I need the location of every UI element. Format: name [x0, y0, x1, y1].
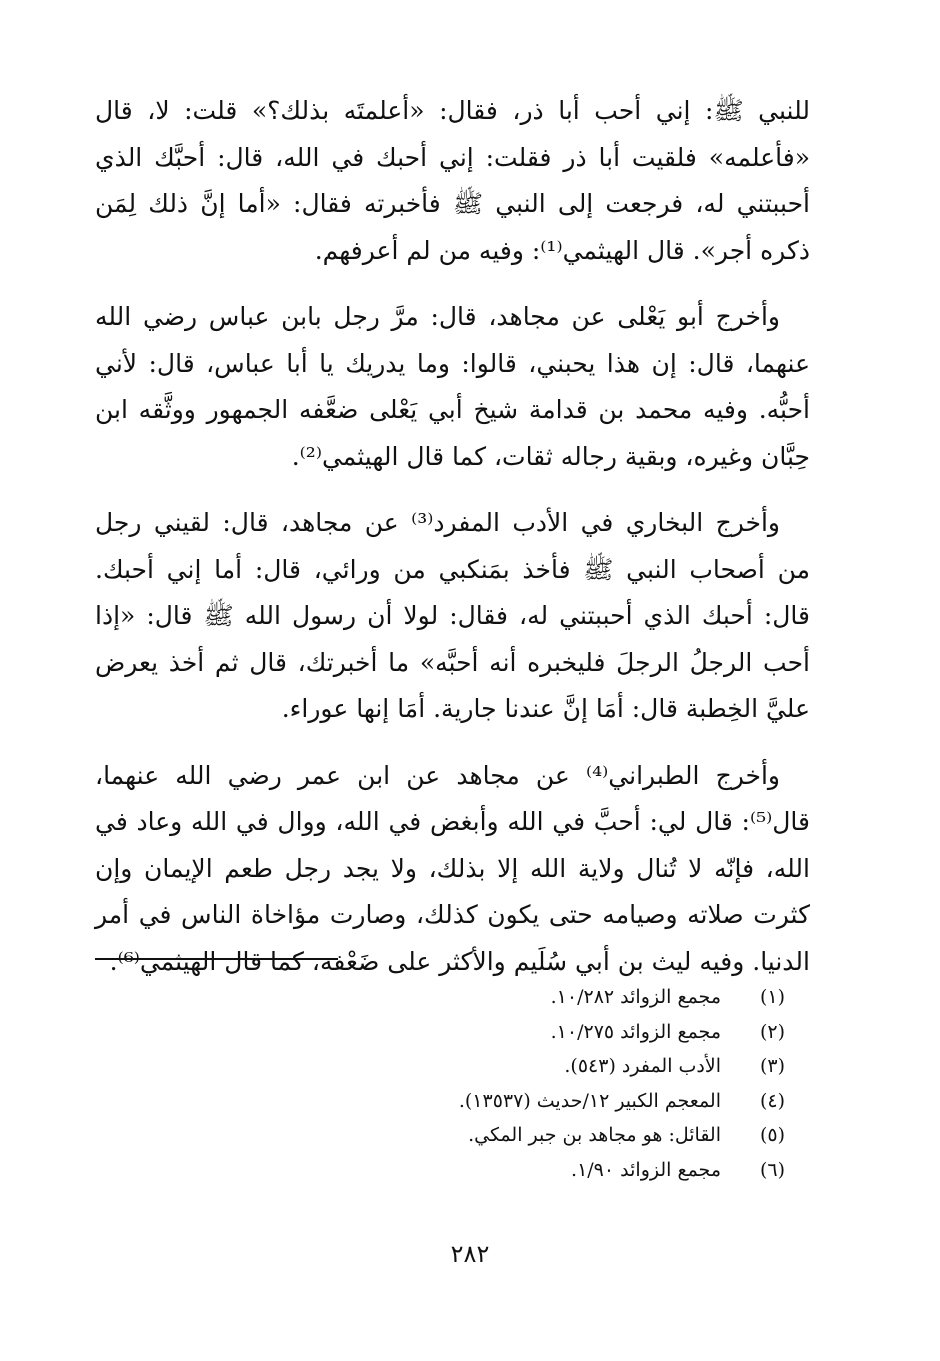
- paragraph-2: وأخرج أبو يَعْلى عن مجاهد، قال: مرَّ رجل بابن عباس رضي الله عنهما، قال: إن هذا يحبني، قالوا: وما يدريك يا أبا عباس، قال: لأني أحبُّه. وفيه محمد بن قدامة شيخ أبي يَعْلى ضعَّفه الجمهور ووثَّقه ابن حِبَّان وغيره، وبقية رجاله ثقات، كما قال الهيثمي⁽²⁾.: [95, 302, 810, 471]
- page-number: ٢٨٢: [450, 1240, 490, 1268]
- footnote-text: مجمع الزوائد ١٠/٢٨٢.: [550, 986, 721, 1008]
- footnote-number: (١): [759, 986, 786, 1008]
- footnote-4: [95, 1084, 810, 1119]
- footnote-5: [95, 1118, 810, 1153]
- footnote-text: الأدب المفرد (٥٤٣).: [564, 1055, 721, 1077]
- paragraph-4: وأخرج الطبراني⁽⁴⁾ عن مجاهد عن ابن عمر رضي الله عنهما، قال⁽⁵⁾: قال لي: أحبَّ في الله وأبغض في الله، ووال في الله وعاد في الله، فإنّه لا تُنال ولاية الله إلا بذلك، ولا يجد رجل طعم الإيمان وإن كثرت صلاته وصيامه حتى يكون كذلك، وصارت مؤاخاة الناس في أمر الدنيا. وفيه ليث بن أبي سُلَيم والأكثر على ضَعْفه، كما قال الهيثمي⁽⁶⁾.: [95, 760, 810, 976]
- footnote-divider: [95, 958, 338, 960]
- footnote-text: القائل: هو مجاهد بن جبر المكي.: [468, 1124, 721, 1146]
- footnote-1: [95, 980, 810, 1015]
- footnote-6: [95, 1153, 810, 1188]
- paragraph-1: للنبي ﷺ: إني أحب أبا ذر، فقال: «أعلمتَه بذلك؟» قلت: لا، قال «فأعلمه» فلقيت أبا ذر فقلت: إني أحبك في الله، قال: أحبَّك الذي أحببتني له، فرجعت إلى النبي ﷺ فأخبرته فقال: «أما إنَّ ذلك لِمَن ذكره أجر». قال الهيثمي⁽¹⁾: وفيه من لم أعرفهم.: [95, 96, 810, 265]
- footnote-text: مجمع الزوائد ١٠/٢٧٥.: [550, 1020, 721, 1043]
- footnote-number: (٥): [759, 1124, 786, 1146]
- footnote-3: [95, 1049, 810, 1084]
- footnote-text: مجمع الزوائد ١/٩٠.: [571, 1158, 721, 1181]
- footnote-number: (٤): [759, 1089, 786, 1112]
- footnote-number: (٣): [759, 1055, 786, 1077]
- paragraph-3: وأخرج البخاري في الأدب المفرد⁽³⁾ عن مجاهد، قال: لقيني رجل من أصحاب النبي ﷺ فأخذ بمَنكبي من ورائي، قال: أما إني أحبك. قال: أحبك الذي أحببتني له، فقال: لولا أن رسول الله ﷺ قال: «إذا أحب الرجلُ الرجلَ فليخبره أنه أحبَّه» ما أخبرتك، قال ثم أخذ يعرض عليَّ الخِطبة قال: أمَا إنَّ عندنا جارية. أمَا إنها عوراء.: [95, 508, 810, 723]
- footnote-number: (٦): [759, 1158, 786, 1181]
- footnote-text: المعجم الكبير ١٢/حديث (١٣٥٣٧).: [458, 1089, 721, 1112]
- footnote-number: (٢): [759, 1020, 786, 1043]
- footnotes: [95, 980, 810, 1187]
- footnote-2: [95, 1015, 810, 1050]
- main-text: [95, 88, 810, 1005]
